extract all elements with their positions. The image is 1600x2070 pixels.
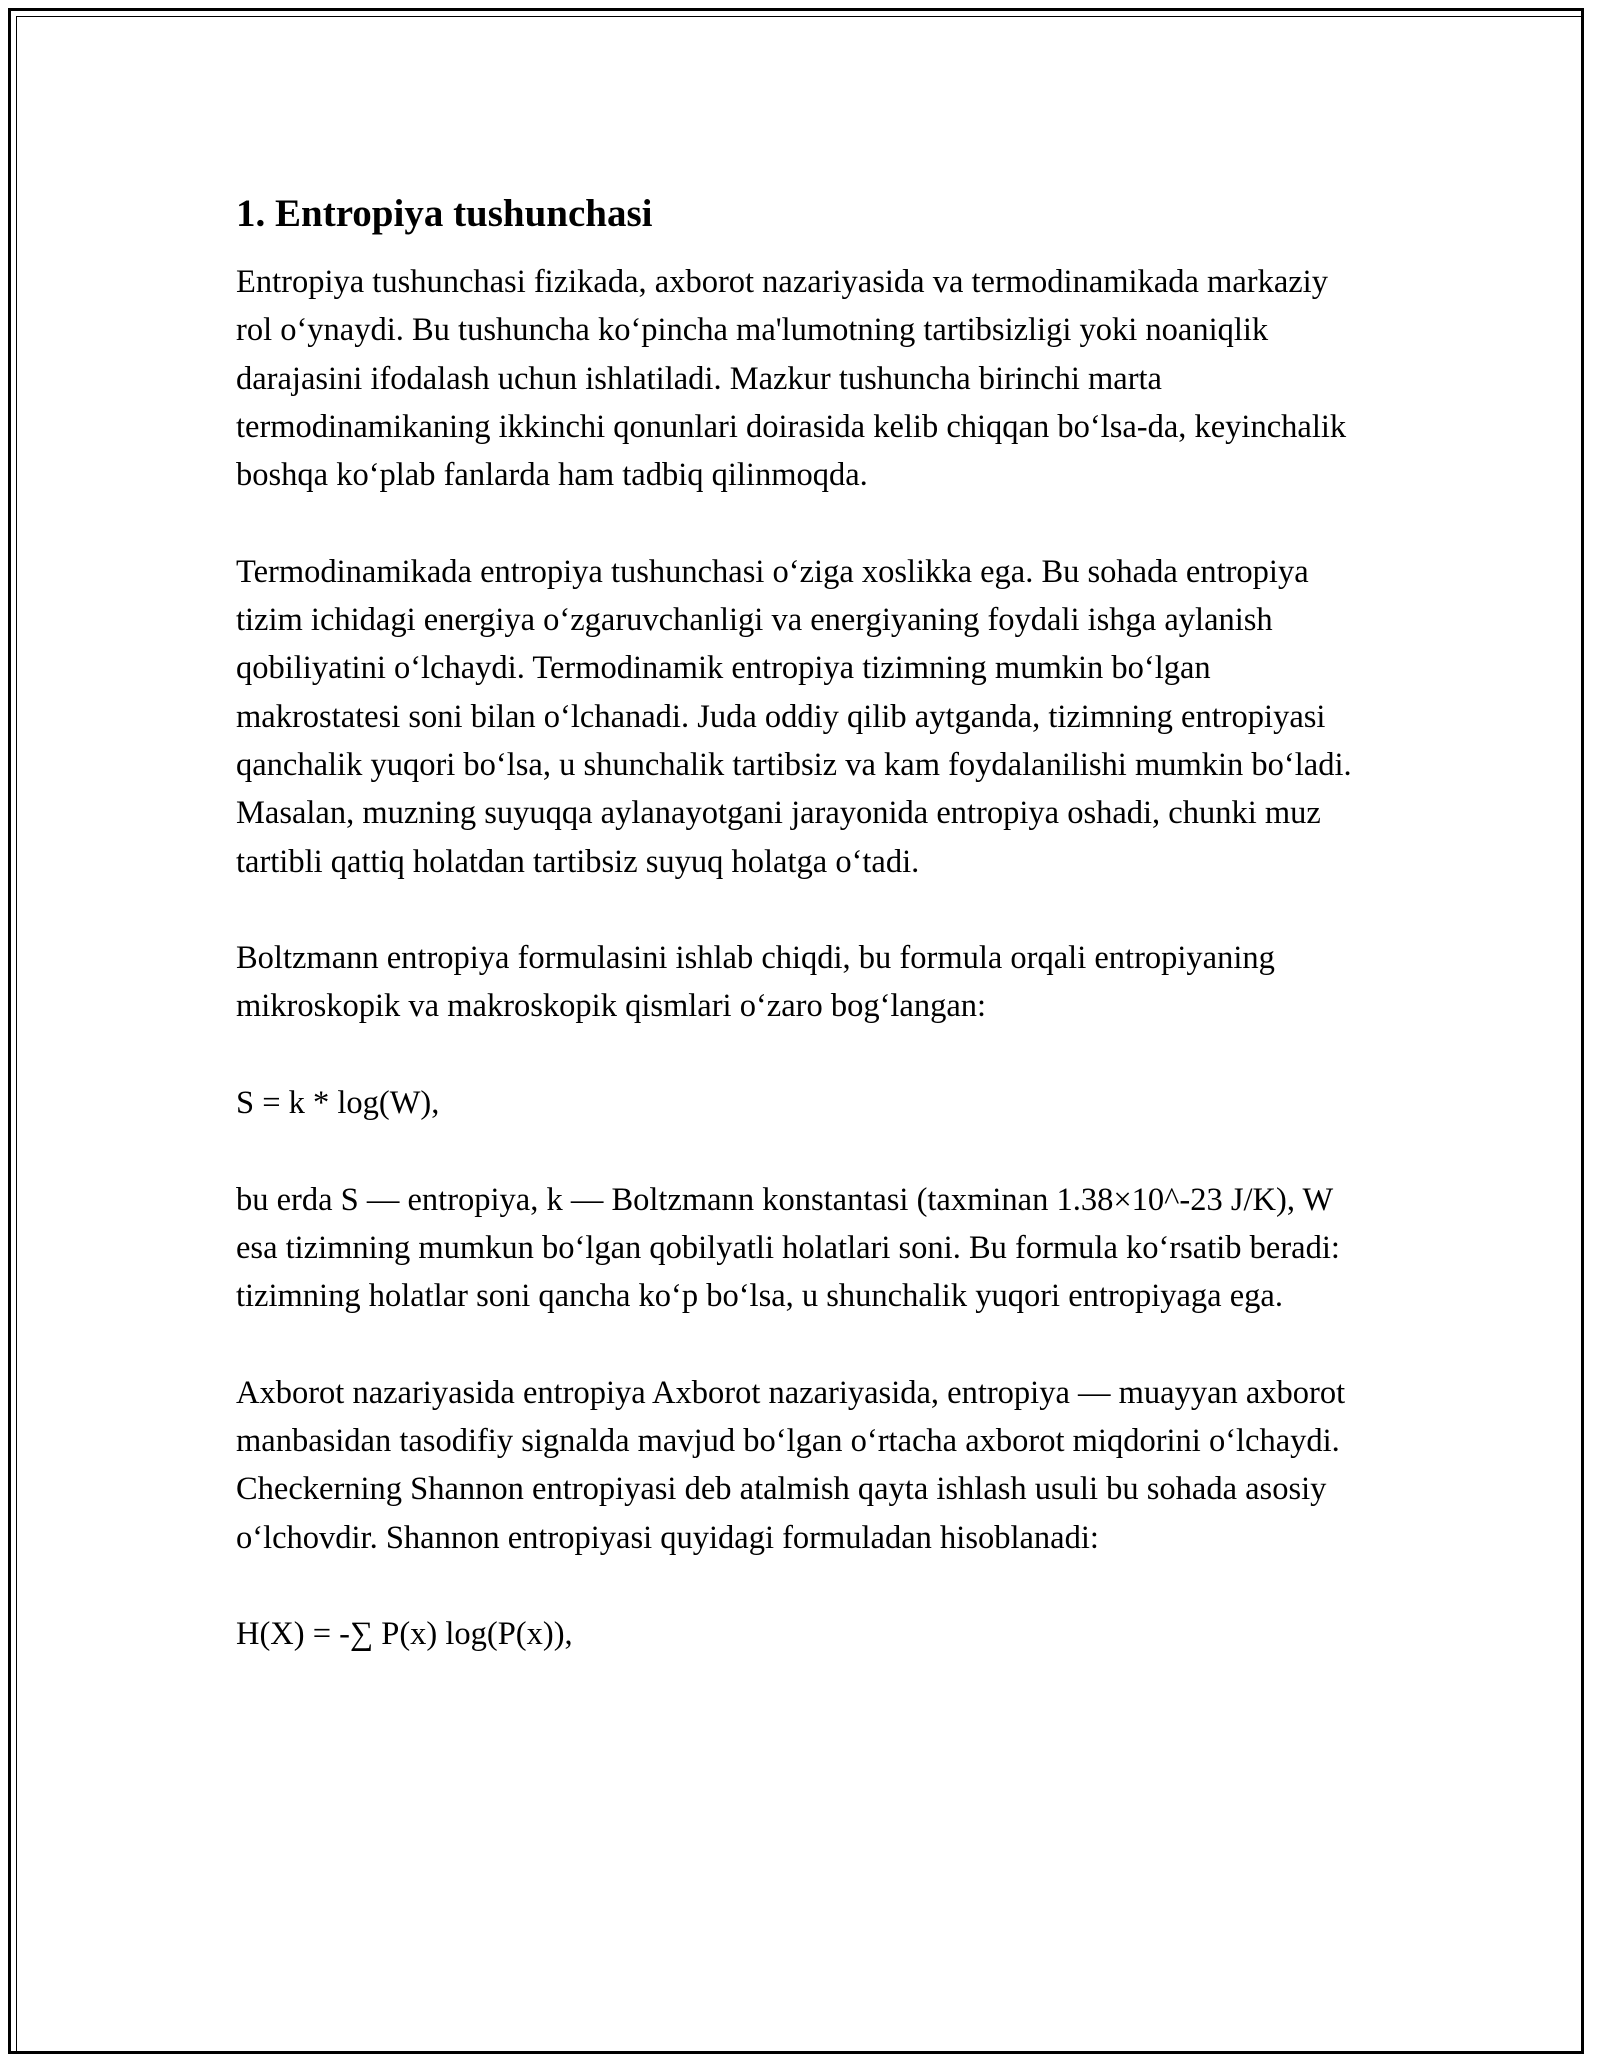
paragraph-information-theory: Axborot nazariyasida entropiya Axborot nazariyasida, entropiya — muayyan axborot manbasidan tasodifiy signalda mavjud bo‘lgan o‘rtacha axborot miqdorini o‘lchaydi. Checkerning Shannon entropiyasi deb atalmish qayta ishlash usuli bu sohada asosiy o‘lchovdir. Shannon entropiyasi quyidagi formuladan hisoblanadi: bbox=[236, 1374, 1346, 1556]
paragraph-thermodynamics: Termodinamikada entropiya tushunchasi o‘ziga xoslikka ega. Bu sohada entropiya tizim ichidagi energiya o‘zgaruvchanligi va energiyaning foydali ishga aylanish qobiliyatini o‘lchaydi. Termodinamik entropiya tizimning mumkin bo‘lgan makrostatesi soni bilan o‘lchanadi. Juda oddiy qilib aytganda, tizimning entropiyasi qanchalik yuqori bo‘lsa, u shunchalik tartibsiz va kam foydalanilishi mumkin bo‘ladi. Masalan, muzning suyuqqa aylanayotgani jarayonida entropiya oshadi, chunki muz tartibli qattiq holatdan tartibsiz suyuq holatga o‘tadi. bbox=[236, 553, 1352, 880]
formula-boltzmann: S = k * log(W), bbox=[236, 1085, 440, 1122]
section-heading: 1. Entropiya tushunchasi bbox=[236, 192, 653, 235]
paragraph-boltzmann-explanation: bu erda S — entropiya, k — Boltzmann konstantasi (taxminan 1.38×10^-23 J/K), W esa tizimning mumkun bo‘lgan qobilyatli holatlari soni. Bu formula ko‘rsatib beradi: tizimning holatlar soni qancha ko‘p bo‘lsa, u shunchalik yuqori entropiyaga ega. bbox=[236, 1181, 1340, 1315]
paragraph-intro: Entropiya tushunchasi fizikada, axborot nazariyasida va termodinamikada markaziy rol o‘ynaydi. Bu tushuncha ko‘pincha ma'lumotning tartibsizligi yoki noaniqlik darajasini ifodalash uchun ishlatiladi. Mazkur tushuncha birinchi marta termodinamikaning ikkinchi qonunlari doirasida kelib chiqqan bo‘lsa-da, keyinchalik boshqa ko‘plab fanlarda ham tadbiq qilinmoqda. bbox=[236, 264, 1347, 494]
document-body bbox=[236, 188, 1368, 1659]
formula-shannon: H(X) = -∑ P(x) log(P(x)), bbox=[236, 1616, 573, 1653]
paragraph-boltzmann: Boltzmann entropiya formulasini ishlab chiqdi, bu formula orqali entropiyaning mikroskopik va makroskopik qismlari o‘zaro bog‘langan: bbox=[236, 940, 1275, 1025]
